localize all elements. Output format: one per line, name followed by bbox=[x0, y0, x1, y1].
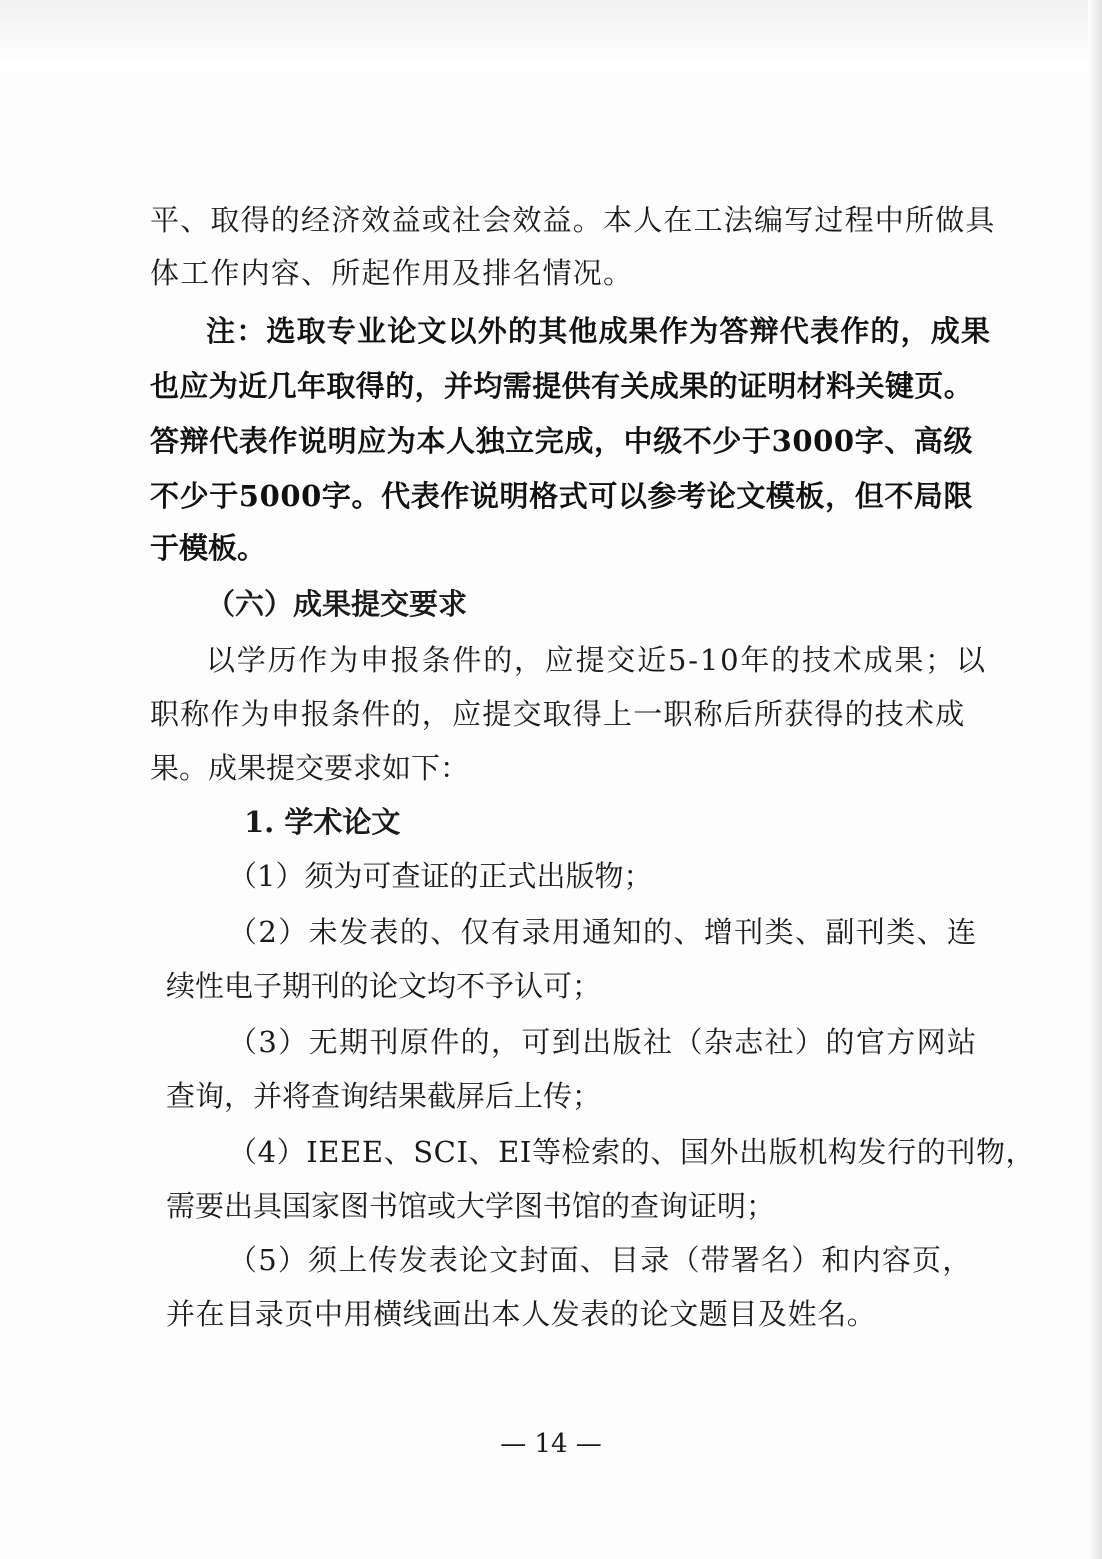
note-line-5: 于模板。 bbox=[150, 531, 267, 565]
subsection-heading: 1. 学术论文 bbox=[244, 805, 401, 839]
body-line-5: 果。成果提交要求如下： bbox=[150, 751, 470, 785]
list-item-1: （1）须为可查证的正式出版物； bbox=[228, 859, 653, 893]
page-number: — 14 — bbox=[500, 1429, 602, 1459]
note-line-2: 也应为近几年取得的，并均需提供有关成果的证明材料关键页。 bbox=[150, 369, 974, 403]
section-heading: （六）成果提交要求 bbox=[206, 587, 468, 621]
note-line-1: 注：选取专业论文以外的其他成果作为答辩代表作的，成果 bbox=[206, 314, 992, 348]
body-line-2: 体工作内容、所起作用及排名情况。 bbox=[150, 256, 634, 290]
list-item-3-line-1: （3）无期刊原件的，可到出版社（杂志社）的官方网站 bbox=[228, 1025, 978, 1059]
scan-shadow-right bbox=[1088, 0, 1102, 1559]
body-line-4: 职称作为申报条件的，应提交取得上一职称后所获得的技术成 bbox=[150, 697, 966, 731]
list-item-3-line-2: 查询，并将查询结果截屏后上传； bbox=[166, 1079, 602, 1113]
list-item-2-line-2: 续性电子期刊的论文均不予认可； bbox=[166, 969, 602, 1003]
note-line-3: 答辩代表作说明应为本人独立完成，中级不少于3000字、高级 bbox=[150, 424, 974, 458]
body-line-3: 以学历作为申报条件的，应提交近5-10年的技术成果；以 bbox=[206, 643, 987, 677]
list-item-5-line-2: 并在目录页中用横线画出本人发表的论文题目及姓名。 bbox=[166, 1297, 877, 1331]
scan-shadow-top bbox=[0, 0, 1102, 70]
list-item-4-line-2: 需要出具国家图书馆或大学图书馆的查询证明； bbox=[166, 1189, 776, 1223]
body-line-1: 平、取得的经济效益或社会效益。本人在工法编写过程中所做具 bbox=[150, 203, 996, 237]
note-line-4: 不少于5000字。代表作说明格式可以参考论文模板，但不局限 bbox=[150, 479, 974, 513]
list-item-5-line-1: （5）须上传发表论文封面、目录（带署名）和内容页， bbox=[228, 1243, 973, 1277]
list-item-4-line-1: （4）IEEE、SCI、EI等检索的、国外出版机构发行的刊物， bbox=[228, 1135, 1036, 1169]
list-item-2-line-1: （2）未发表的、仅有录用通知的、增刊类、副刊类、连 bbox=[228, 915, 978, 949]
